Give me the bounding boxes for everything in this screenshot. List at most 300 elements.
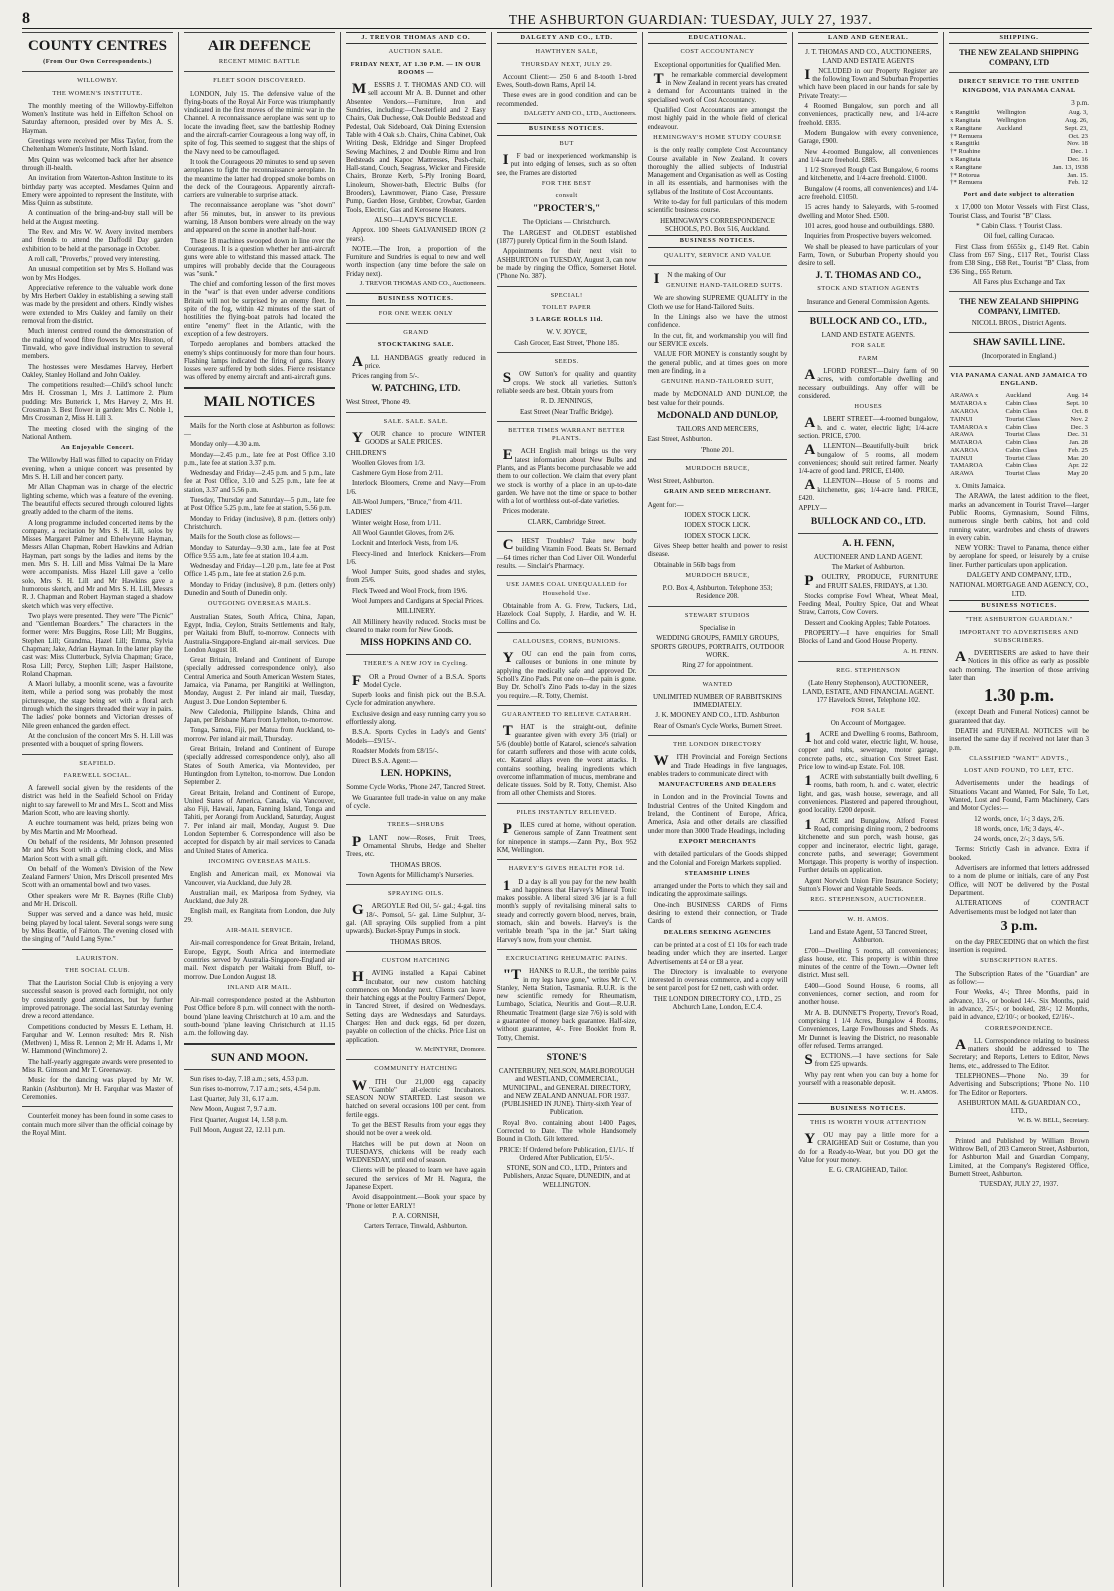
moon-line: New Moon, August 7, 9.7 a.m.	[189, 1105, 277, 1114]
ad-body: STONE, SON and CO., LTD., Printers and Publishers, Anzac Square, DUNEDIN, and at WELLINGTON.	[503, 1164, 631, 1189]
advertiser-name: J. K. MOONEY AND CO., LTD. Ashburton	[655, 711, 780, 720]
ad-title: SPRAYING OILS.	[387, 890, 444, 898]
columns	[22, 32, 1094, 1587]
column-county-centres	[22, 32, 178, 1587]
ad-line: Fleck Tweed and Wool Frock, from 19/6.	[351, 586, 468, 595]
advertiser-name: SHAW SAVILL LINE.	[973, 338, 1065, 349]
ship-port: Tourist Class	[1005, 415, 1040, 423]
ship-date: Jan. 28	[1069, 439, 1088, 447]
ad-body: The remarkable commercial development in New Zealand in recent years has created a demand for Accountants trained in the specialised work of Cost Accountancy.	[647, 70, 788, 104]
ad-body: These ewes are in good condition and can be recommended.	[496, 91, 637, 108]
ad-line: APPLY—	[798, 504, 827, 513]
ad-body: Why pay rent when you can buy a home for yourself with a reasonable deposit.	[798, 1070, 939, 1087]
ad-body: The LARGEST and OLDEST established (1877) purely Optical firm in the South Island.	[496, 228, 637, 246]
divider	[497, 531, 637, 532]
ad-title: PILES INSTANTLY RELIEVED.	[516, 808, 617, 816]
ad-title: BETTER TIMES WARRANT BETTER PLANTS.	[508, 426, 626, 443]
ship-port: Cabin Class	[1005, 439, 1038, 447]
ad-line: Locknit and Interlock Vests, from 1/6.	[351, 539, 459, 548]
ad-title: HAWTHYEN SALE,	[535, 48, 598, 56]
ad-title: WANTED	[702, 680, 733, 688]
divider	[648, 735, 788, 736]
article-paragraph: An invitation from Waterton-Ashton Institute to its birthday party was accepted. Mesdames Quinn and Emery were appointed to represent the Institute, with Miss Quinn as substitute.	[22, 174, 173, 208]
ad-line: x. Omits Jamaica.	[955, 482, 1006, 491]
ad-body: DEATH and FUNERAL NOTICES will be inserted the same day if received not later than 3 p.m.	[949, 726, 1089, 752]
advertiser-name: J. T. THOMAS AND CO.,	[815, 271, 922, 282]
ship-port: Auckland	[1005, 392, 1032, 400]
divider	[949, 366, 1089, 367]
ad-title: GENUINE HAND-TAILORED SUITS.	[665, 282, 783, 290]
ad-body: B.S.A. Sports Cycles in Lady's and Gents' Models—£9/15/-.	[345, 728, 486, 745]
article-paragraph: Much interest centred round the demonstration of the making of wood fibre flowers by Mrs Huston, of Tinwald, who gave individual instruction to several members.	[22, 327, 173, 361]
ad-body: THAT is the straight-out, definite guarantee given with every 3/6 (trial) or 5/6 (double) bottle of Katarol, science's salvation for catarrh sufferers and those with acute colds, etc. Katarol allays even the worst attacks. It contains soothing, healing ingredients which overcome inflammation of mucus, membrane and delicate tissues. Sold by R. Totty, Chemist. Also from all other Chemists and Stores.	[496, 723, 637, 798]
ad-title: FOR SALE	[851, 707, 886, 715]
mail-line: Wednesday and Friday—2.45 p.m. and 5 p.m., late fee at Post Office, 3.10 and 5.25 p.m., late fee at station, 3.37 and 5.56 p.m.	[183, 469, 335, 494]
article-paragraph: On behalf of the Women's Division of the New Zealand Farmers' Union, Mrs Driscoll presented Mrs Scott with an ornamental bowl and two vases.	[22, 864, 173, 890]
ad-title: GRAND	[403, 328, 429, 336]
subheading: RECENT MIMIC BATTLE	[218, 58, 301, 65]
divider	[648, 675, 788, 676]
column-land-general	[792, 32, 943, 1587]
ad-body: ADVERTISERS are asked to have their Notices in this office as early as possible each morning. The insertion of those arriving later than	[949, 649, 1089, 683]
heading-mail-notices: MAIL NOTICES	[203, 393, 316, 410]
divider	[497, 859, 637, 860]
mail-line: Australian States, South Africa, China, Japan, Egypt, India, Ceylon, Straits Settlements and Italy, per Waitaki from Bluff, to-morrow. Connects with Australia-Singapore-England air-mail services. Due London August 18.	[183, 612, 335, 654]
ship-name: MATAROA x	[950, 400, 987, 408]
sailing-row	[949, 392, 1089, 400]
seafield-title: SEAFIELD.	[79, 759, 116, 767]
ship-name: †* Rotorua	[950, 171, 980, 179]
divider	[346, 654, 486, 655]
ad-line: STOCK AND STATION AGENTS	[817, 285, 920, 293]
advertiser-name: BULLOCK AND CO., LTD.,	[809, 317, 927, 328]
advertiser-name: THE NEW ZEALAND SHIPPING COMPANY, LIMITED.	[959, 297, 1079, 316]
ad-body: IF bad or inexperienced workmanship is put into edging of lenses, such as so often see, the Frames are distorted	[496, 151, 637, 177]
advertiser-name: BULLOCK AND CO., LTD.	[810, 516, 926, 527]
ad-title: COMMUNITY HATCHING	[374, 1065, 458, 1073]
ad-body: Superb looks and finish pick out the B.S.A. Cycle for admiration anywhere.	[345, 691, 486, 708]
ad-body: Agent Norwich Union Fire Insurance Society; Sutton's Flower and Vegetable Seeds.	[798, 876, 939, 894]
advertiser-name: "PROCTER'S,"	[533, 204, 601, 215]
column-dalgety	[491, 32, 642, 1587]
section-header: BUSINESS NOTICES.	[949, 600, 1089, 612]
ship-port: Tourist Class	[1005, 454, 1040, 462]
sailing-row	[949, 125, 1089, 133]
ad-body: GARGOYLE Red Oil, 5/- gal.; 4-gal. tins 18/-. Pomsol, 5/- gal. Lime Sulphur, 3/- gal. (All spraying Oils supplied from a pint upwards). Bucket-Spray Pumps in stock.	[345, 902, 486, 936]
ship-port: Cabin Class	[1005, 446, 1038, 454]
article-paragraph: It took the Courageous 20 minutes to send up seven aeroplanes to fight the reconnaissance aeroplane. In the meantime the latter had dropped smoke bombs on the deck of the Courageous. Apparently aircraft-carriers are vulnerable to surprise attack.	[183, 157, 335, 200]
ad-body: The ARAWA, the latest addition to the fleet, marks an advancement in Tourist Travel—larger Public Rooms, Gymnasium, Sound Films, numerous single berth cabins, hot and cold running water, wardrobes and chests of drawers in every cabin.	[949, 492, 1089, 542]
mail-line: Air-mail correspondence for Great Britain, Ireland, Europe, Egypt, South Africa and intermediate countries served by Australia-Singapore-England air mail. Next dispatch per Waitaki from Bluff, to-morrow. Due London August 18.	[183, 939, 335, 981]
ad-body: Obtainable from A. G. Frew, Tuckers, Ltd., Hazelock Coal Supply, J. Hardie, and W. H. Collins and Co.	[496, 601, 637, 627]
ad-body: YOU can end the pain from corns, callouses or bunions in one minute by applying the medically safe and approved Dr. Scholl's Zino Pads. Put one on—the pain is gone. Buy Dr. Scholl's Zino Pads to-day in the sizes you require.—R. Totty, Chemist.	[496, 650, 637, 700]
ad-title: CORRESPONDENCE.	[985, 1024, 1054, 1032]
mail-line: English and American mail, ex Monowai via Vancouver, via Auckland, due July 28.	[183, 870, 335, 887]
ad-line: Winter weight Hose, from 1/11.	[351, 518, 441, 527]
divider	[497, 705, 637, 706]
listing: Mr A. B. DUNNET'S Property, Trevor's Road, comprising 1 1/4 Acres, Bungalow 4 Rooms, Conveniences, Large Fowlhouses and Sheds. As Mr Dunnet is leaving the District, no reasonable offer refused. Terms arranged.	[798, 1008, 939, 1050]
ad-body: on the day PRECEDING that on which the first insertion is required.	[949, 937, 1089, 955]
ad-body: can be printed at a cost of £1 10s for each trade heading under which they are inserted. Larger Advertisements at £4 or £8 a year.	[647, 940, 788, 966]
mail-line: Tuesday, Thursday and Saturday—5 p.m., late fee at Post Office 5.25 p.m., late fee at station, 5.56 p.m.	[183, 496, 335, 513]
ad-title: SEEDS.	[554, 358, 579, 366]
section-header: J. TREVOR THOMAS AND CO.	[346, 32, 486, 44]
column-shipping	[943, 32, 1094, 1587]
ad-line: Prices moderate.	[502, 507, 550, 516]
advertiser-name: LEN. HOPKINS,	[380, 769, 452, 780]
ship-date: Dec. 1	[1070, 148, 1088, 156]
ship-name: †* Remuera	[950, 132, 983, 140]
ad-title: FARM	[858, 354, 879, 362]
article-paragraph: Music for the dancing was played by Mr W. Rankin (Ashburton). Mr H. Farquhar was Master of Ceremonies.	[22, 1076, 173, 1101]
ad-line: Cashmere Gym Hose from 2/11.	[351, 469, 443, 478]
ad-body: INCLUDED in our Property Register are the following Town and Suburban Properties which have been placed in our hands for sale by Private Treaty:—	[798, 66, 939, 100]
divider	[798, 661, 938, 662]
divider	[497, 352, 637, 353]
ship-name: ARAWA x	[950, 392, 979, 400]
ad-title: TREES—SHRUBS	[387, 821, 445, 829]
sun-line: Sun rises to-morrow, 7.17 a.m.; sets, 4.54 p.m.	[189, 1084, 321, 1093]
ad-body: SOW Sutton's for quality and quantity crops. We stock all varieties. Sutton's reliable seeds are best. Obtain yours from	[496, 370, 637, 395]
concert-heading: An Enjoyable Concert.	[60, 444, 135, 452]
ad-body: In the cut, fit, and workmanship you will find our SERVICE excels.	[647, 331, 788, 348]
ad-title: BUT	[559, 139, 574, 147]
divider	[346, 1059, 486, 1060]
divider	[497, 286, 637, 287]
ad-title: THERE'S A NEW JOY in Cycling.	[363, 660, 469, 668]
listing: ALBERT STREET—4-roomed bungalow, h. and c. water, electric light; 1/4-acre section. PRICE, £700.	[798, 415, 939, 440]
listing: ALLENTON—Beautifully-built brick bungalow of 5 rooms, all modern conveniences; should suit retired farmer. Nearly 1/4-acre of good land. PRICE, £1400.	[798, 442, 939, 476]
ship-date: Oct. 23	[1068, 132, 1088, 140]
divider	[497, 575, 637, 576]
mail-line: Australian mail, ex Mariposa from Sydney, via Auckland, due July 28.	[183, 888, 335, 906]
ad-body: HAVING installed a Kapai Cabinet Incubator, our new custom hatching commences on Monday next. Clients can leave their hatching eggs at the Poultry Farmers' Depot, in Tancred Street, if desired on Wednesdays. Setting days are Wednesdays and Saturdays. Charges: Hen and duck eggs, 6d per dozen, payable on collection of the chicks. Price List on application.	[345, 969, 486, 1044]
ad-line: All-Wool Jumpers, "Bruce," from 4/11.	[351, 498, 463, 507]
sailing-row	[949, 109, 1089, 117]
listing: ALFORD FOREST—Dairy farm of 90 acres, with comfortable dwelling and necessary outbuildings. Any offer will be considered.	[798, 366, 939, 400]
ad-body: Roadster Models from £8/15/-.	[351, 746, 439, 755]
ship-port: Cabin Class	[1005, 407, 1038, 415]
ad-signature: DALGETY AND CO., LTD., Auctioneers.	[524, 110, 637, 118]
ad-title: COST ACCOUNTANCY	[680, 48, 755, 56]
divider	[22, 32, 173, 33]
ship-date: Aug. 3,	[1068, 109, 1088, 117]
inland-air-mail-title: INLAND AIR MAIL.	[227, 983, 292, 991]
ad-body: PRICE: If Ordered before Publication, £1/1/-. If Ordered After Publication, £1/5/-.	[499, 1145, 634, 1162]
advertiser-name: DALGETY AND COMPANY, LTD.,	[966, 571, 1072, 580]
ad-body: First Class from £655ix g., £149 Ret. Cabin Class from £67 Sing., £117 Ret., Tourist Class from £38 Sing., £68 Ret., Tourist "B" Class, from £36 Sing., £65 Return.	[949, 242, 1089, 276]
ad-title: 3 LARGE ROLLS 11d.	[530, 316, 603, 324]
mail-line: Tonga, Samoa, Fiji, per Matua from Auckland, to-morrow. Per inland air mail, Thursday.	[183, 726, 335, 743]
article-paragraph: The Willowby Hall was filled to capacity on Friday evening, when a unique concert was presented by Mrs S. H. Lill and her concert party.	[22, 456, 173, 482]
ship-name: x Rangitane	[950, 163, 982, 171]
article-paragraph: The monthly meeting of the Willowby-Eiffelton Women's Institute was held in Eiffelton School on Saturday afternoon, presided over by Mrs A. S. Hayman.	[22, 101, 173, 135]
ad-body: Advertisers are informed that letters addressed to a nom de plume or initials, care of any Post Office, will NOT be delivered by the Postal Department.	[949, 864, 1089, 897]
ship-port: Wellington	[996, 116, 1026, 124]
ship-date: Nov. 2	[1070, 415, 1088, 423]
listing: 4 Roomed Bungalow, sun porch and all conveniences, practically new, and 1/4-acre freehold. £835.	[798, 102, 939, 127]
sailing-row	[949, 179, 1089, 187]
ad-body: Clients will be pleased to learn we have again secured the services of Mr H. Nagura, the Japanese Expert.	[345, 1166, 486, 1192]
ad-line: Land and Estate Agent, 53 Tancred Street, Ashburton.	[809, 927, 928, 945]
ad-line: The Opticians — Christchurch.	[522, 218, 611, 227]
ship-date: Sept. 23,	[1064, 124, 1088, 132]
sailing-row	[949, 424, 1089, 432]
ad-body: PLANT now—Roses, Fruit Trees, Ornamental Shrubs, Hedge and Shelter Trees, etc.	[345, 833, 486, 859]
ad-title: THE LONDON DIRECTORY	[673, 741, 762, 748]
sailing-row	[949, 172, 1089, 180]
article-paragraph: The reconnaissance aeroplane was "shot down" after 56 minutes, but, in answer to its previous warning, 18 Anson bombers were already on the way and appeared on the scene in another half-hour.	[183, 201, 335, 235]
listing: 1 1/2 Storeyed Rough Cast Bungalow, 6 rooms and kitchenette, and 1/4-acre freehold. £1000.	[798, 166, 939, 183]
ad-body: EACH English mail brings us the very latest information about New Bulbs and Plants, and as Plants become purchasable we add them to our collection. We claim that every plant we stock is worthy of a place in an up-to-date garden. We have not the time or space to bother with a lot of worthless out-of-date varieties.	[496, 447, 637, 506]
ad-line: West Street, 'Phone 49.	[345, 398, 411, 407]
ad-line: Agent for:—	[647, 500, 684, 509]
ad-line: Wool Jumpers and Cardigans at Special Prices.	[351, 597, 484, 606]
ship-port: Tourist Class	[1005, 431, 1040, 439]
ad-line: NICOLL BROS., District Agents.	[971, 319, 1067, 328]
ad-line: Exceptional opportunities for Qualified Men.	[654, 60, 781, 69]
willowby-title: WILLOWBY.	[77, 77, 118, 85]
section-header: BUSINESS NOTICES.	[346, 293, 486, 305]
ship-port	[996, 148, 1039, 156]
ship-name: †* Remuera	[950, 179, 983, 187]
masthead	[22, 8, 1092, 29]
ad-body: YOU may pay a little more for a CRAIGHEAD Suit or Costume, than you do for a Ready-to-Wear, but you DO get the Value for your money.	[798, 1131, 939, 1165]
advertiser-name: MURDOCH BRUCE,	[685, 571, 750, 579]
ad-body: All Millinery heavily reduced. Stocks must be cleared to make room for New Goods.	[345, 617, 486, 634]
farewell-title: FAREWELL SOCIAL.	[63, 771, 132, 779]
sun-line: Sun rises to-day, 7.18 a.m.; sets, 4.53 p.m.	[189, 1074, 309, 1083]
sailing-row	[949, 408, 1089, 416]
ad-body: Qualified Cost Accountants are amongst the most highly paid in the whole field of clerical endeavour.	[647, 106, 788, 131]
ad-body: is the only really complete Cost Accountancy Course available in New Zealand. It covers thoroughly the allied subjects of Industrial Management and Organisation as well as Costing in all its essentials, and harmonises with the syllabus of the Institute of Cost Accountants.	[647, 146, 788, 196]
lauriston-title: LAURISTON.	[76, 954, 119, 962]
ad-body: made by McDONALD AND DUNLOP, the best value for their pounds.	[647, 390, 788, 407]
ad-title: GRAIN AND SEED MERCHANT.	[663, 488, 772, 496]
ad-line: All Wool Gauntlet Gloves, from 2/6.	[351, 528, 455, 537]
divider	[346, 412, 486, 413]
article-paragraph: These 18 machines swooped down in line over the Courageous. It is a question whether her anti-aircraft guns were able to withstand this massed attack. The umpires will probably decide that the Courageous was "sunk."	[183, 236, 335, 278]
sailing-row	[949, 439, 1089, 447]
ad-body: Terms: Strictly Cash in advance. Extra if booked.	[949, 845, 1089, 862]
sailings-table-nzs	[949, 109, 1089, 187]
article-paragraph: The chief and comforting lesson of the first moves in the "war" is that even under adverse conditions Britain will not be surprised by an enemy fleet. In spite of the fog, within 42 minutes of the start of hostilities the flying-boat patrols had located the entire "enemy" fleet in the Atlantic, with the exception of a few destroyers.	[183, 280, 335, 338]
sailing-row	[949, 140, 1089, 148]
ad-body: One-inch BUSINESS CARDS of Firms desiring to extend their connection, or Trade Cards of	[647, 900, 788, 926]
listing: £400—Good Sound House, 6 rooms, all conveniences, corner section, and room for another house.	[798, 981, 939, 1007]
advertiser-name: W. H. AMOS.	[847, 915, 890, 923]
ad-line: AUCTIONEER AND LAND AGENT.	[813, 552, 923, 561]
divider	[184, 1043, 335, 1045]
ship-date: Oct. 8	[1071, 407, 1088, 415]
mail-line: Monday to Saturday—9.30 a.m., late fee at Post Office 9.55 a.m., late fee at station 10.4 a.m.	[183, 543, 335, 560]
ad-title: HOUSES	[854, 403, 883, 411]
ship-port: Cabin Class	[1005, 423, 1038, 431]
ad-body: Appointments for their next visit to ASHBURTON on TUESDAY, August 3, can now be made by ringing the Office, Somerset Hotel. ('Phone No. 387).	[496, 247, 637, 281]
ship-name: x Rangitiki	[950, 109, 980, 117]
ad-body: WITH Our 21,000 egg capacity "Gamble" all-electric Incubators. SEASON NOW STARTED. Last season we hatched on several occasions 100 per cent. from fertile eggs.	[345, 1077, 486, 1119]
section-header: DALGETY AND CO., LTD.	[497, 32, 637, 44]
ad-signature: W. McINTYRE, Dromore.	[415, 1045, 486, 1053]
ship-name: †* Ruahine	[950, 148, 981, 156]
divider	[346, 884, 486, 885]
section-header: LAND AND GENERAL.	[798, 32, 938, 44]
ad-title: HARVEY'S GIVES HEALTH FOR 1d.	[508, 865, 625, 873]
ship-name: TAINUI	[950, 454, 973, 462]
ad-body: (Late Henry Stephenson), AUCTIONEER, LAND, ESTATE, AND FINANCIAL AGENT. 177 Havelock Street, Telephone 102.	[802, 679, 934, 704]
ad-signature: J. TREVOR THOMAS AND CO., Auctioneers.	[359, 280, 486, 288]
sailing-row	[949, 400, 1089, 408]
listing: We shall be pleased to have particulars of your Farm, Town, or Suburban Property should you desire to sell.	[798, 242, 939, 268]
ship-name: ARAWA	[950, 431, 974, 439]
divider	[497, 421, 637, 422]
sailing-row	[949, 470, 1089, 478]
ad-title: STOCKTAKING SALE.	[377, 341, 454, 349]
sailing-row	[949, 133, 1089, 141]
divider	[497, 949, 637, 950]
ad-line: IODEX STOCK LICK.	[684, 511, 751, 520]
article-paragraph: A Maori lullaby, a moonlit scene, was a favourite item, while a period song was probably the most picturesque, the stage being set with a floral arch through which the singers threaded their way in pairs. The ladies' poke bonnets and Victorian dresses of Nile green enhanced the garden effect.	[22, 680, 173, 730]
advertiser-name: R. D. JENNINGS,	[540, 397, 593, 406]
ad-title: DIRECT SERVICE TO THE UNITED KINGDOM, VIA PANAMA CANAL	[958, 78, 1080, 94]
ship-name: MATAROA	[950, 439, 983, 447]
ad-signature: W. H. AMOS.	[900, 1089, 939, 1097]
ad-body: Dessert and Cooking Apples; Table Potatoes.	[804, 618, 931, 627]
divider	[22, 949, 173, 950]
ad-line: 'Phone 201.	[701, 445, 734, 454]
ad-title: EXCRUCIATING RHEUMATIC PAINS.	[505, 954, 628, 962]
ad-title: HEMINGWAY'S HOME STUDY COURSE	[653, 133, 782, 141]
ship-date: Feb. 25	[1068, 446, 1088, 454]
ad-line: Prices ranging from 5/-.	[351, 372, 419, 381]
mail-line: Mails for the South close as follows:—	[189, 533, 300, 542]
rate-line: 12 words, once, 1/-; 3 days, 2/6.	[974, 814, 1064, 823]
article-paragraph: A euchre tournament was held, prizes being won by Mrs Martin and Mr Moorhead.	[22, 819, 173, 836]
advertiser-name: MURDOCH BRUCE,	[685, 464, 750, 472]
ad-body: IN the making of Our	[653, 270, 726, 287]
advertiser-name: McDONALD AND DUNLOP,	[657, 410, 778, 421]
ad-line: West Street, Ashburton.	[647, 477, 714, 486]
correspondents-note: (From Our Own Correspondents.)	[43, 58, 152, 65]
column-air-defence	[178, 32, 340, 1587]
ship-name: TAINUI	[950, 415, 973, 423]
divider	[648, 459, 788, 460]
listing: 101 acres, good house and outbuildings. £880.	[804, 221, 935, 230]
ad-title: EXPORT MERCHANTS	[678, 837, 757, 845]
advertiser-name: W. V. JOYCE,	[546, 328, 587, 337]
article-paragraph: The half-yearly aggregate awards were presented to Miss R. Gimson and Mr T. Greenaway.	[22, 1057, 173, 1075]
mail-line: New Caledonia, Philippine Islands, China and Japan, per Brisbane Maru from Lyttelton, to-morrow.	[183, 707, 335, 725]
ship-date: May 20	[1067, 470, 1088, 478]
ship-port: Wellington	[996, 109, 1026, 117]
ship-date: Jan. 15.	[1067, 171, 1088, 179]
ship-date: Nov. 18	[1067, 140, 1088, 148]
ship-port: Cabin Class	[1005, 400, 1038, 408]
listing: New 4-roomed Bungalow, all conveniences and 1/4-acre freehold. £885.	[798, 147, 939, 164]
ad-subtitle: FRIDAY NEXT, AT 1.30 P.M. — IN OUR ROOMS —	[350, 60, 482, 76]
divider	[949, 291, 1089, 292]
article-paragraph: The hostesses were Mesdames Harvey, Herbert Oakley, Stanley Holland and John Oakley.	[22, 362, 173, 379]
listing: £700—Dwelling 5 rooms, all conveniences; glass house, etc. This property is within three minutes of the centre of the Town.—Owner left district. Must sell.	[798, 946, 939, 980]
ad-line: IODEX STOCK LICK.	[684, 531, 751, 540]
mail-line: English mail, ex Rangitata from London, due July 29.	[183, 907, 335, 924]
ad-body: Avoid disappointment.—Book your space by 'Phone or letter EARLY!	[345, 1193, 486, 1210]
ship-name: x Rangitata	[950, 155, 981, 163]
ad-body: We Guarantee full trade-in value on any make of cycle.	[345, 793, 486, 811]
moon-line: Full Moon, August 22, 12.11 p.m.	[189, 1126, 286, 1135]
ship-date: Aug. 14	[1066, 392, 1088, 400]
ship-name: TAMAROA	[950, 462, 983, 470]
ad-body: The Subscription Rates of the "Guardian" are as follow:—	[949, 969, 1089, 987]
column-educational	[642, 32, 793, 1587]
divider	[184, 71, 335, 72]
divider	[798, 311, 938, 312]
ad-body: PROPERTY—I have enquiries for Small Blocks of Land and Good House Property.	[798, 629, 939, 646]
article-paragraph: Two plays were presented. They were "The Picnic" and "Gentleman Boarders." The characters in the former were: Mrs Buggins, Rose Lill; Mr Buggins, Stephen Lill; Grandma, Hazel Lill; Emma, Sylvia Chapman; Jake, Adrian Hayman. In the latter play the cast was: Miss Clutterbuck, Sylvia Chapman; Grace, Rosa Lill; Percy, Stephen Lill; Jasper Hailstone, Roland Chapman.	[22, 611, 173, 678]
section-header: BUSINESS NOTICES.	[648, 235, 788, 247]
ad-body: Advertisements under the headings of Situations Vacant and Wanted, For Sale, To Let, Wanted, Lost and Found, Farm Machinery, Cars and Motor Cycles:—	[949, 779, 1089, 813]
advertiser-name: THOMAS BROS.	[390, 937, 442, 946]
ad-body: "THANKS to R.U.R., the terrible pains in my legs have gone," writes Mr C. V. Stanley, Netta Station, Tasmania. R.U.R. is the new scientific remedy for Rheumatism, Lumbago, Sciatica, Neuritis and Gout—R.U.R. Rheumatic Treatment (large size 7/6) is sold with a guarantee of money back guarantee. Half-size, without guarantee, 4/-. Free Booklet from R. Totty, Chemist.	[496, 967, 637, 1042]
article-paragraph: Torpedo aeroplanes and bombers attacked the enemy's ships continuously for more than four hours. Flashing lamps indicated the firing of guns. Heavy losses were suffered by both sides. Fierce resistance was offered by enemy aircraft and anti-aircraft guns.	[183, 340, 335, 382]
article-paragraph: An unusual competition set by Mrs S. Holland was won by Mrs Hodges.	[22, 265, 173, 282]
article-paragraph: A continuation of the bring-and-buy stall will be held at the August meeting.	[22, 209, 173, 226]
ad-body: ALL HANDBAGS greatly reduced in price.	[351, 353, 486, 370]
divider	[22, 71, 173, 72]
ship-date: Feb. 12	[1068, 179, 1088, 187]
ad-body: in London and in the Provincial Towns and Industrial Centres of the United Kingdom and Ireland, the Continent of Europe, Africa, America, Asia and other details are classified under more than 3000 Trade Headings, including	[647, 793, 788, 835]
ship-port	[996, 156, 1039, 164]
ship-name: x Rangitane	[950, 124, 982, 132]
ad-title: IMPORTANT TO ADVERTISERS AND SUBSCRIBERS.	[959, 628, 1079, 644]
mail-line: Monday to Friday (inclusive), 8 p.m. (letters only) Dunedin and South of Dunedin only.	[183, 580, 335, 598]
advertiser-name: NATIONAL MORTGAGE AND AGENCY, CO., LTD.	[949, 581, 1089, 598]
article-paragraph: Mrs Quinn was welcomed back after her absence through ill-health.	[22, 155, 173, 172]
ad-line: MILLINERY.	[396, 607, 436, 616]
ad-body: To get the BEST Results from your eggs they should not be over a week old.	[345, 1120, 486, 1138]
mail-line: Mails for the North close at Ashburton as follows:—	[183, 421, 335, 438]
social-club-title: THE SOCIAL CLUB.	[64, 966, 131, 974]
ad-body: PILES cured at home, without operation. Generous sample of Zann Treatment sent for ninepence in stamps.—Zann Pty., Box 952 KM, Wellington.	[496, 821, 637, 854]
divider	[346, 323, 486, 324]
ad-line: Town Agents for Millichamp's Nurseries.	[358, 870, 474, 879]
advertiser-name: J. T. THOMAS AND CO., AUCTIONEERS, LAND AND ESTATE AGENTS	[805, 48, 932, 65]
ship-date: Aug. 26,	[1065, 116, 1088, 124]
mail-line: Great Britain, Ireland and Continent of Europe (specially addressed correspondence only), also Central America and South American Western States, Jamaica, via Panama, per Rangitiki at Wellington, Monday, August 2. Per inland air mail, Tuesday, August 3. Due London September 6.	[183, 656, 335, 706]
ad-title: THURSDAY NEXT, JULY 29.	[521, 60, 613, 68]
divider	[346, 815, 486, 816]
ad-body: arranged under the Ports to which they sail and indicating the approximate sailings.	[647, 882, 788, 899]
ad-line: Insurance and General Commission Agents.	[806, 297, 930, 306]
divider	[22, 1106, 173, 1107]
ad-body: ALTERATIONS of CONTRACT Advertisements must be lodged not later than	[949, 899, 1089, 916]
heading-sun-moon: SUN AND MOON.	[210, 1049, 308, 1064]
ship-date: Mar. 20	[1067, 454, 1088, 462]
divider	[648, 265, 788, 266]
ad-body: WEDDING GROUPS, FAMILY GROUPS, SPORTS GROUPS, PORTRAITS, OUTDOOR WORK.	[650, 634, 785, 659]
ad-line: Carters Terrace, Tinwald, Ashburton.	[364, 1222, 468, 1231]
ship-port: Auckland	[996, 124, 1023, 132]
ad-line: All Fares plus Exchange and Tax	[972, 277, 1066, 286]
ad-title: MANUFACTURERS AND DEALERS	[658, 781, 777, 789]
ad-body: In the Linings also we have the utmost confidence.	[647, 313, 788, 330]
ship-date: Sept. 10	[1066, 400, 1088, 408]
divider	[346, 951, 486, 952]
ad-title: FOR THE BEST	[541, 179, 592, 187]
rate-line: 24 words, once, 2/-; 3 days, 5/6.	[974, 835, 1064, 844]
section-header: SHIPPING.	[949, 32, 1089, 44]
divider	[798, 910, 938, 911]
